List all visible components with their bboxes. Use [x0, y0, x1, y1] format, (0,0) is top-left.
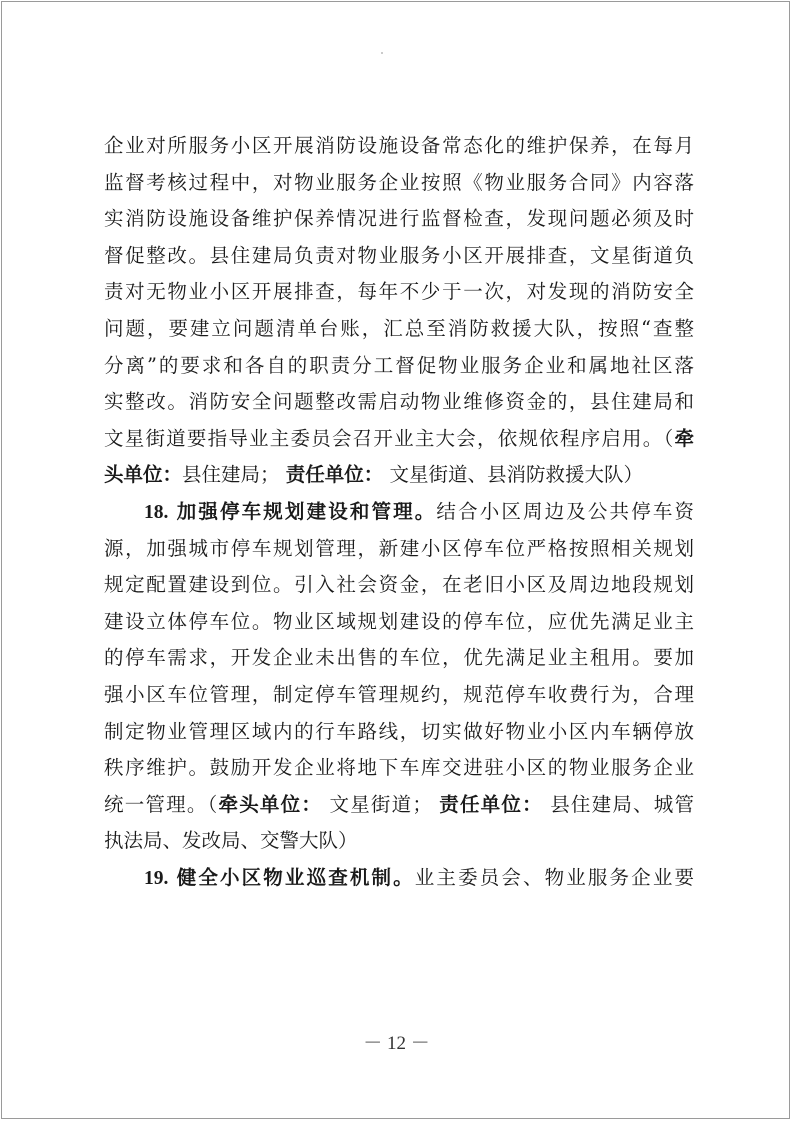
- responsible-unit-label: 责任单位：: [285, 463, 384, 487]
- document-body: [104, 128, 694, 896]
- section-number: 19.: [144, 867, 169, 889]
- section-18-heading-line: [104, 494, 694, 531]
- body-line: 企业对所服务小区开展消防设施设备常态化的维护保养，在每月: [104, 134, 694, 157]
- responsibility-line: [104, 457, 694, 494]
- body-line: 督促整改。县住建局负责对物业服务小区开展排查，文星街道负: [104, 243, 694, 267]
- body-line: 实消防设施设备维护保养情况进行监督检查，发现问题必须及时: [104, 207, 694, 231]
- responsible-unit-value: 文星街道、县消防救援大队）: [389, 463, 643, 487]
- body-line: 实整改。消防安全问题整改需启动物业维修资金的，县住建局和: [104, 390, 694, 414]
- body-line: 规定配置建设到位。引入社会资金，在老旧小区及周边地段规划: [104, 573, 694, 597]
- section-text: 业主委员会、物业服务企业要: [414, 865, 694, 889]
- lead-unit-value: 文星街道；: [329, 792, 432, 816]
- section-number: 18.: [144, 501, 169, 523]
- body-line: 的停车需求，开发企业未出售的车位，优先满足业主租用。要加: [104, 646, 694, 670]
- body-line: 执法局、发改局、交警大队）: [104, 829, 358, 853]
- body-line: 监督考核过程中，对物业服务企业按照《物业服务合同》内容落: [104, 170, 694, 194]
- body-line: 建设立体停车位。物业区域规划建设的停车位，应优先满足业主: [104, 609, 694, 633]
- line-text: 文星街道要指导业主委员会召开业主大会，依规依程序启用。（: [104, 426, 675, 450]
- section-heading: 加强停车规划建设和管理。: [176, 499, 437, 523]
- scan-dot: [381, 52, 383, 54]
- body-line: 制定物业管理区域内的行车路线，切实做好物业小区内车辆停放: [104, 719, 694, 743]
- section-19-heading-line: [104, 860, 694, 897]
- body-line: 分离”的要求和各自的职责分工督促物业服务企业和属地社区落: [104, 353, 694, 377]
- responsible-unit-label: 责任单位：: [439, 792, 543, 816]
- line-text: 统一管理。（: [104, 792, 219, 816]
- responsibility-line: [104, 787, 694, 824]
- page-number: － 12 －: [363, 1033, 430, 1054]
- lead-unit-label: 牵头单位：: [218, 792, 323, 816]
- body-line: 强小区车位管理，制定停车管理规约，规范停车收费行为，合理: [104, 682, 694, 706]
- body-line: 秩序维护。鼓励开发企业将地下车库交进驻小区的物业服务企业: [104, 756, 694, 780]
- section-heading: 健全小区物业巡查机制。: [176, 865, 415, 889]
- body-line: 源，加强城市停车规划管理，新建小区停车位严格按照相关规划: [104, 536, 694, 560]
- responsible-unit-value: 县住建局、城管: [550, 792, 694, 816]
- body-line: 问题，要建立问题清单台账，汇总至消防救援大队，按照“查整: [104, 316, 694, 340]
- section-text: 结合小区周边及公共停车资: [436, 499, 694, 523]
- body-line: [104, 421, 694, 458]
- line-bold: 牵: [674, 426, 694, 450]
- body-line: 责对无物业小区开展排查，每年不少于一次，对发现的消防安全: [104, 280, 694, 304]
- lead-unit-label: 头单位：: [104, 463, 183, 487]
- lead-unit-value: 县住建局；: [182, 463, 280, 487]
